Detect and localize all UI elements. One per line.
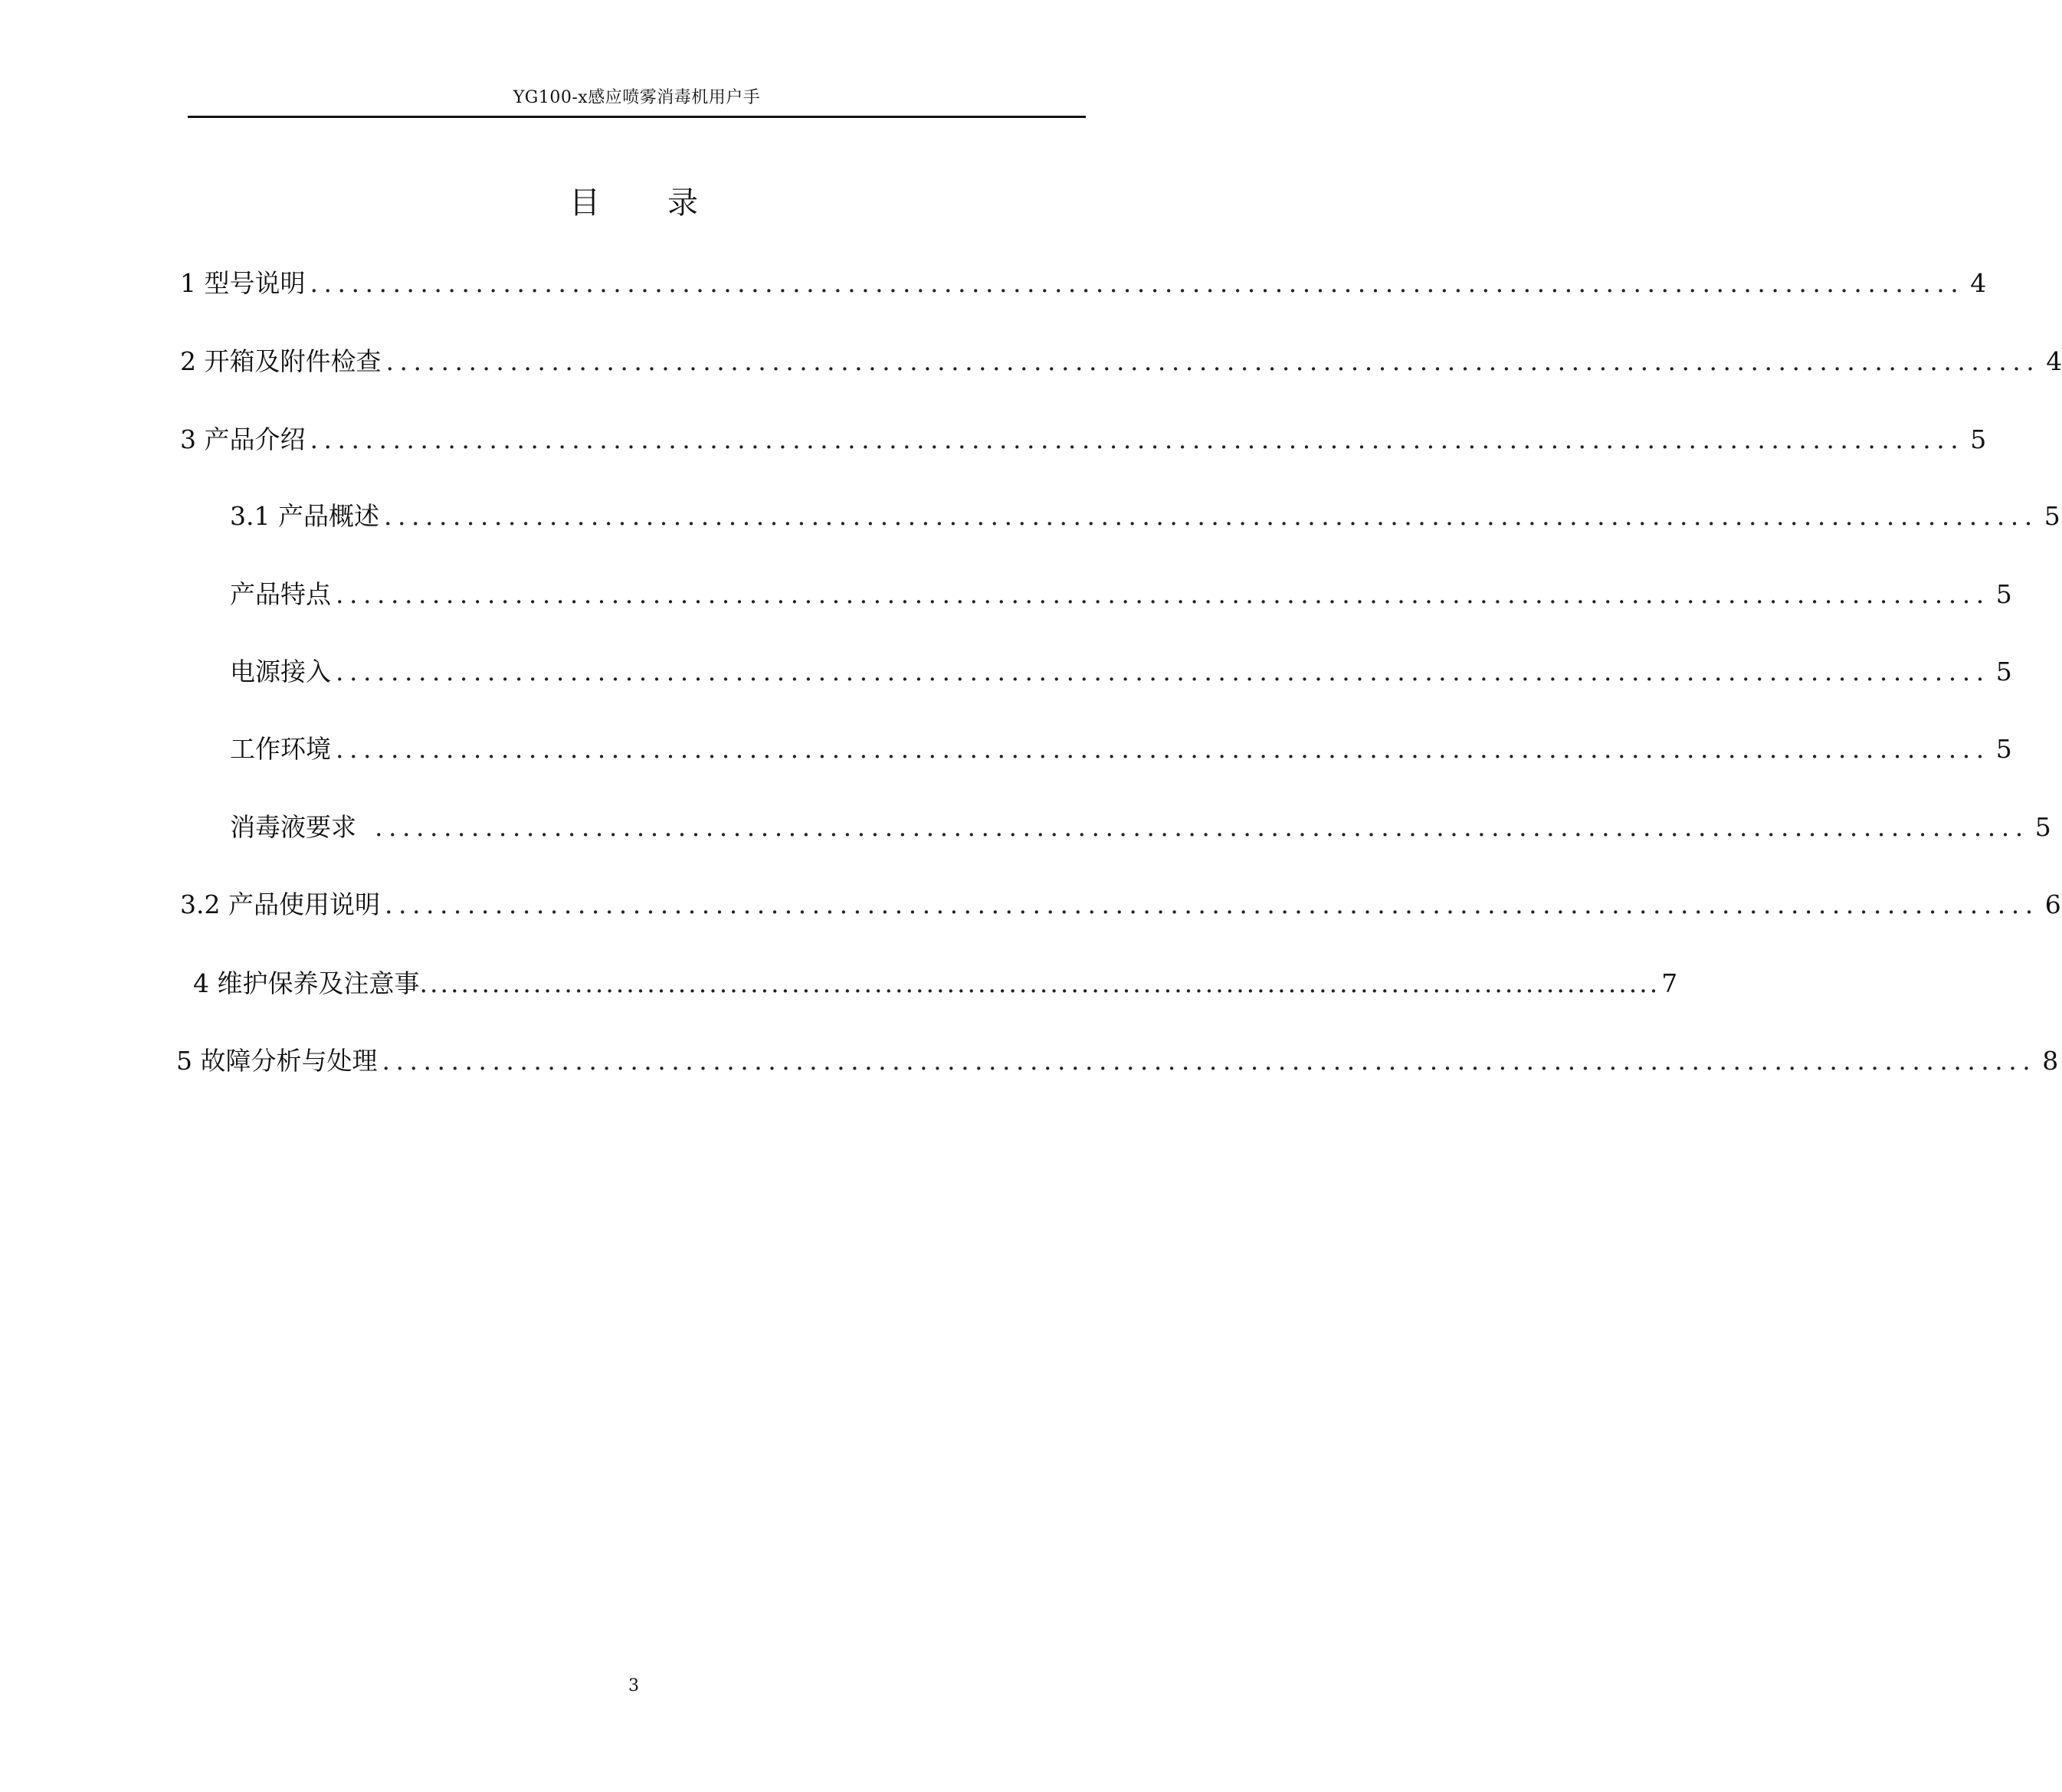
toc-dot-leader: ........................................................................................................................ xyxy=(382,1046,2037,1076)
toc-heading-right: 录 xyxy=(667,185,698,221)
toc-entry[interactable] xyxy=(230,578,2012,611)
toc-entry-page: 6 xyxy=(2044,889,2061,919)
toc-entry-title: 产品使用说明 xyxy=(228,889,380,919)
toc-entry-title: 故障分析与处理 xyxy=(200,1046,378,1076)
toc-entry-number: 3 xyxy=(180,424,205,454)
toc-entry-title: 产品概述 xyxy=(277,501,379,531)
toc-entry-page: 5 xyxy=(1995,657,2012,686)
toc-entry-page: 5 xyxy=(1970,424,1987,454)
toc-entry[interactable] xyxy=(230,655,2012,689)
toc-dot-leader: ........................................................................................................................ xyxy=(383,501,2038,531)
running-header: YG100-x感应喷雾消毒机用户手 xyxy=(513,88,761,107)
toc-entry-title: 维护保养及注意事 xyxy=(217,968,420,998)
toc-entry-page: 4 xyxy=(2046,346,2062,376)
toc-entry[interactable] xyxy=(230,811,2051,844)
toc-entry[interactable] xyxy=(230,732,2012,766)
toc-dot-leader: ........................................................................................................................ xyxy=(385,346,2041,376)
toc-dot-leader: ........................................................................................................................ xyxy=(419,968,1660,998)
toc-entry-page: 4 xyxy=(1970,268,1987,298)
toc-dot-leader: ........................................................................................................................ xyxy=(336,734,1990,764)
toc-dot-leader: ........................................................................................................................ xyxy=(336,657,1990,686)
toc-entry[interactable] xyxy=(193,967,1678,1001)
toc-heading-left: 目 xyxy=(569,185,600,221)
toc-entry-number: 4 xyxy=(193,968,218,998)
toc-entry-number: 2 xyxy=(180,346,205,376)
toc-dot-leader: ........................................................................................................................ xyxy=(361,812,2029,842)
toc-entry-title: 开箱及附件检查 xyxy=(204,346,382,376)
toc-dot-leader: ........................................................................................................................ xyxy=(384,889,2039,919)
toc-entry[interactable] xyxy=(180,345,2062,378)
toc-entry-title: 产品特点 xyxy=(230,579,331,609)
toc-entry[interactable] xyxy=(180,423,1987,457)
page-number: 3 xyxy=(628,1676,639,1695)
toc-entry-title: 型号说明 xyxy=(204,268,306,298)
toc-entry-title: 工作环境 xyxy=(230,734,331,764)
toc-dot-leader: ........................................................................................................................ xyxy=(310,268,1965,298)
toc-entry[interactable] xyxy=(180,267,1987,300)
toc-entry-number: 1 xyxy=(180,268,205,298)
toc-entry-title: 消毒液要求 xyxy=(230,812,356,842)
toc-entry-title: 电源接入 xyxy=(230,657,331,686)
toc-entry-page: 7 xyxy=(1661,968,1678,998)
toc-entry-number: 3.2 xyxy=(180,889,228,919)
toc-entry-number: 3.1 xyxy=(230,501,278,531)
toc-dot-leader: ........................................................................................................................ xyxy=(310,424,1965,454)
toc-entry-title: 产品介绍 xyxy=(204,424,306,454)
toc-entry[interactable] xyxy=(176,1044,2059,1078)
toc-entry-page: 5 xyxy=(2034,812,2051,842)
toc-entry-number: 5 xyxy=(176,1046,201,1076)
toc-entry-page: 5 xyxy=(1995,734,2012,764)
toc-entry[interactable] xyxy=(230,500,2060,533)
toc-entry-page: 8 xyxy=(2042,1046,2059,1076)
toc-entry-page: 5 xyxy=(2044,501,2060,531)
toc-dot-leader: ........................................................................................................................ xyxy=(336,579,1990,609)
toc-entry[interactable] xyxy=(180,888,2061,922)
toc-entry-page: 5 xyxy=(1995,579,2012,609)
